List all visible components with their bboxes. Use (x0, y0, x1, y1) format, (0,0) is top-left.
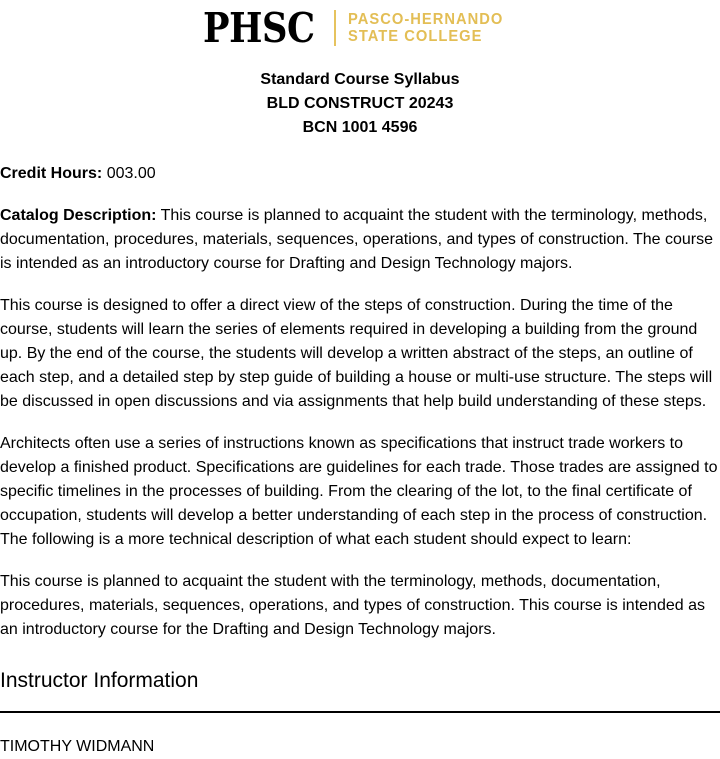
phsc-wordmark-icon: PHSC (203, 3, 315, 52)
document-title-block (0, 68, 720, 140)
college-name-text (348, 11, 517, 45)
logo-container (203, 3, 517, 52)
catalog-description-paragraph (0, 204, 720, 276)
body-paragraph-3: This course is planned to acquaint the student with the terminology, methods, documentation, procedures, materials, sequences, operations, and types of construction. This course is intended as an introductory course for the Drafting and Design Technology majors. (0, 573, 705, 638)
credit-hours-value: 003.00 (106, 165, 156, 182)
document-title: Standard Course Syllabus (260, 71, 460, 88)
section-divider (0, 711, 720, 713)
instructor-information-heading: Instructor Information (0, 669, 199, 692)
body-paragraph-2: Architects often use a series of instructions known as specifications that instruct trade workers to develop a finished product. Specifications are guidelines for each trade. Those trades are assigned to specific timelines in the processes of building. From the clearing of the lot, to the final certificate of occupation, students will develop a better understanding of each step in the process of construction. The following is a more technical description of what each student should expect to learn: (0, 435, 718, 548)
course-term-title: BLD CONSTRUCT 20243 (266, 95, 454, 112)
college-logo (0, 0, 720, 52)
body-paragraph-1: This course is designed to offer a direct view of the steps of construction. During the time of the course, students will learn the series of elements required in developing a building from the ground up. By the end of the course, the students will develop a written abstract of the steps, an outline of each step, and a detailed step by step guide of building a house or multi-use structure. The steps will be discussed in open discussions and via assignments that help build understanding of these steps. (0, 297, 713, 410)
credit-hours-row (0, 162, 720, 186)
college-name-line-2: STATE COLLEGE (347, 28, 483, 45)
catalog-description-text: This course is planned to acquaint the student with the terminology, methods, documentation, procedures, materials, sequences, operations, and types of construction. The course is intended as an introductory course for Drafting and Design Technology majors. (0, 207, 713, 272)
credit-hours-label: Credit Hours: (0, 165, 103, 182)
college-name-line-1: PASCO-HERNANDO (347, 11, 504, 28)
course-code-title: BCN 1001 4596 (302, 119, 418, 136)
logo-divider (334, 10, 336, 46)
instructor-name: TIMOTHY WIDMANN (0, 738, 155, 756)
catalog-description-label: Catalog Description: (0, 207, 157, 224)
